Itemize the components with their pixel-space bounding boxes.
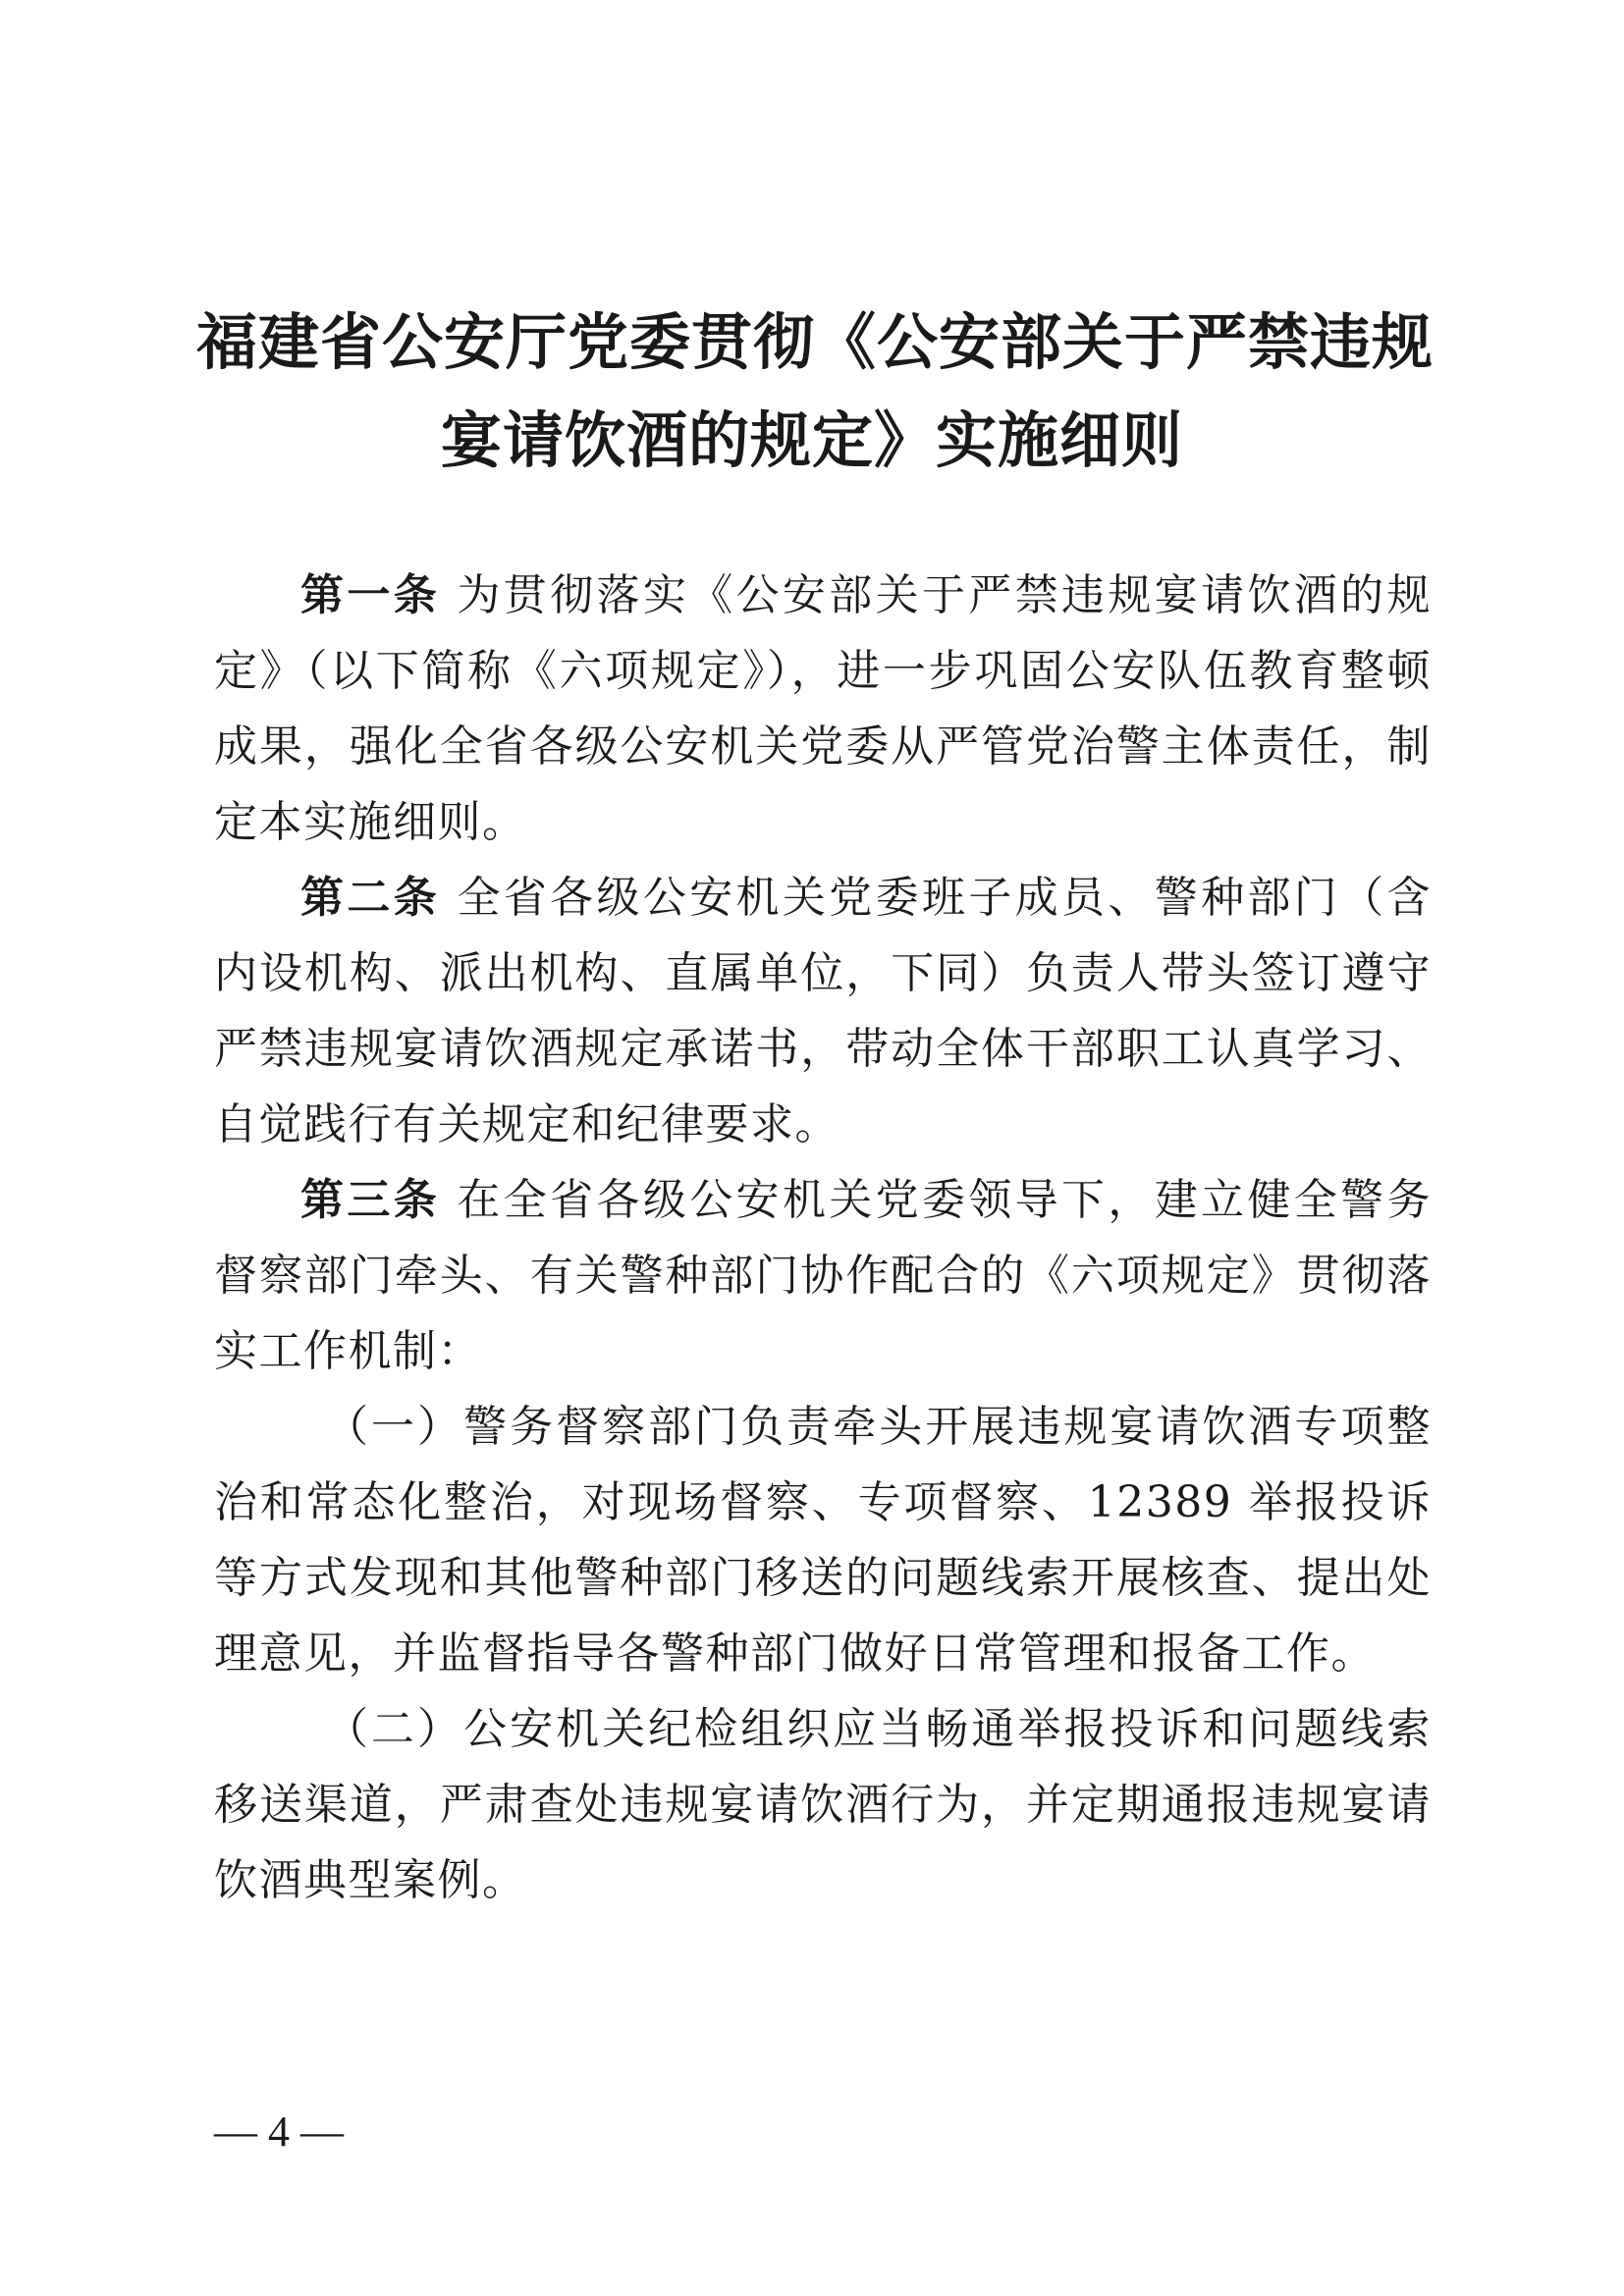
- document-title-line-1: 福建省公安厅党委贯彻《公安部关于严禁违规: [196, 306, 1435, 378]
- article-3: [214, 1162, 1432, 1389]
- article-2-text: 全省各级公安机关党委班子成员、警种部门（含内设机构、派出机构、直属单位，下同）负责人带头签订遵守严禁违规宴请饮酒规定承诺书，带动全体干部职工认真学习、自觉践行有关规定和纪律要求。: [214, 873, 1433, 1149]
- document-body: [214, 558, 1432, 1918]
- document-title-line-2: 宴请饮酒的规定》实施细则: [440, 404, 1183, 476]
- article-2: [214, 860, 1432, 1162]
- article-1: [214, 558, 1432, 860]
- article-3-label: 第三条: [300, 1175, 441, 1225]
- article-3-text: 在全省各级公安机关党委领导下，建立健全警务督察部门牵头、有关警种部门协作配合的《六项规定》贯彻落实工作机制：: [214, 1175, 1433, 1376]
- article-3-item-1: [214, 1389, 1432, 1691]
- page-number: — 4 —: [214, 2108, 344, 2156]
- article-1-text: 为贯彻落实《公安部关于严禁违规宴请饮酒的规定》（以下简称《六项规定》），进一步巩固公安队伍教育整顿成果，强化全省各级公安机关党委从严管党治警主体责任，制定本实施细则。: [214, 570, 1433, 847]
- article-2-label: 第二条: [300, 873, 441, 923]
- article-3-item-1-text: （一）警务督察部门负责牵头开展违规宴请饮酒专项整治和常态化整治，对现场督察、专项督察、12389 举报投诉等方式发现和其他警种部门移送的问题线索开展核查、提出处理意见，并监督指导各警种部门做好日常管理和报备工作。: [214, 1402, 1432, 1679]
- article-3-item-2-text: （二）公安机关纪检组织应当畅通举报投诉和问题线索移送渠道，严肃查处违规宴请饮酒行为，并定期通报违规宴请饮酒典型案例。: [214, 1704, 1432, 1905]
- article-3-item-2: [214, 1691, 1432, 1918]
- article-1-label: 第一条: [300, 570, 441, 620]
